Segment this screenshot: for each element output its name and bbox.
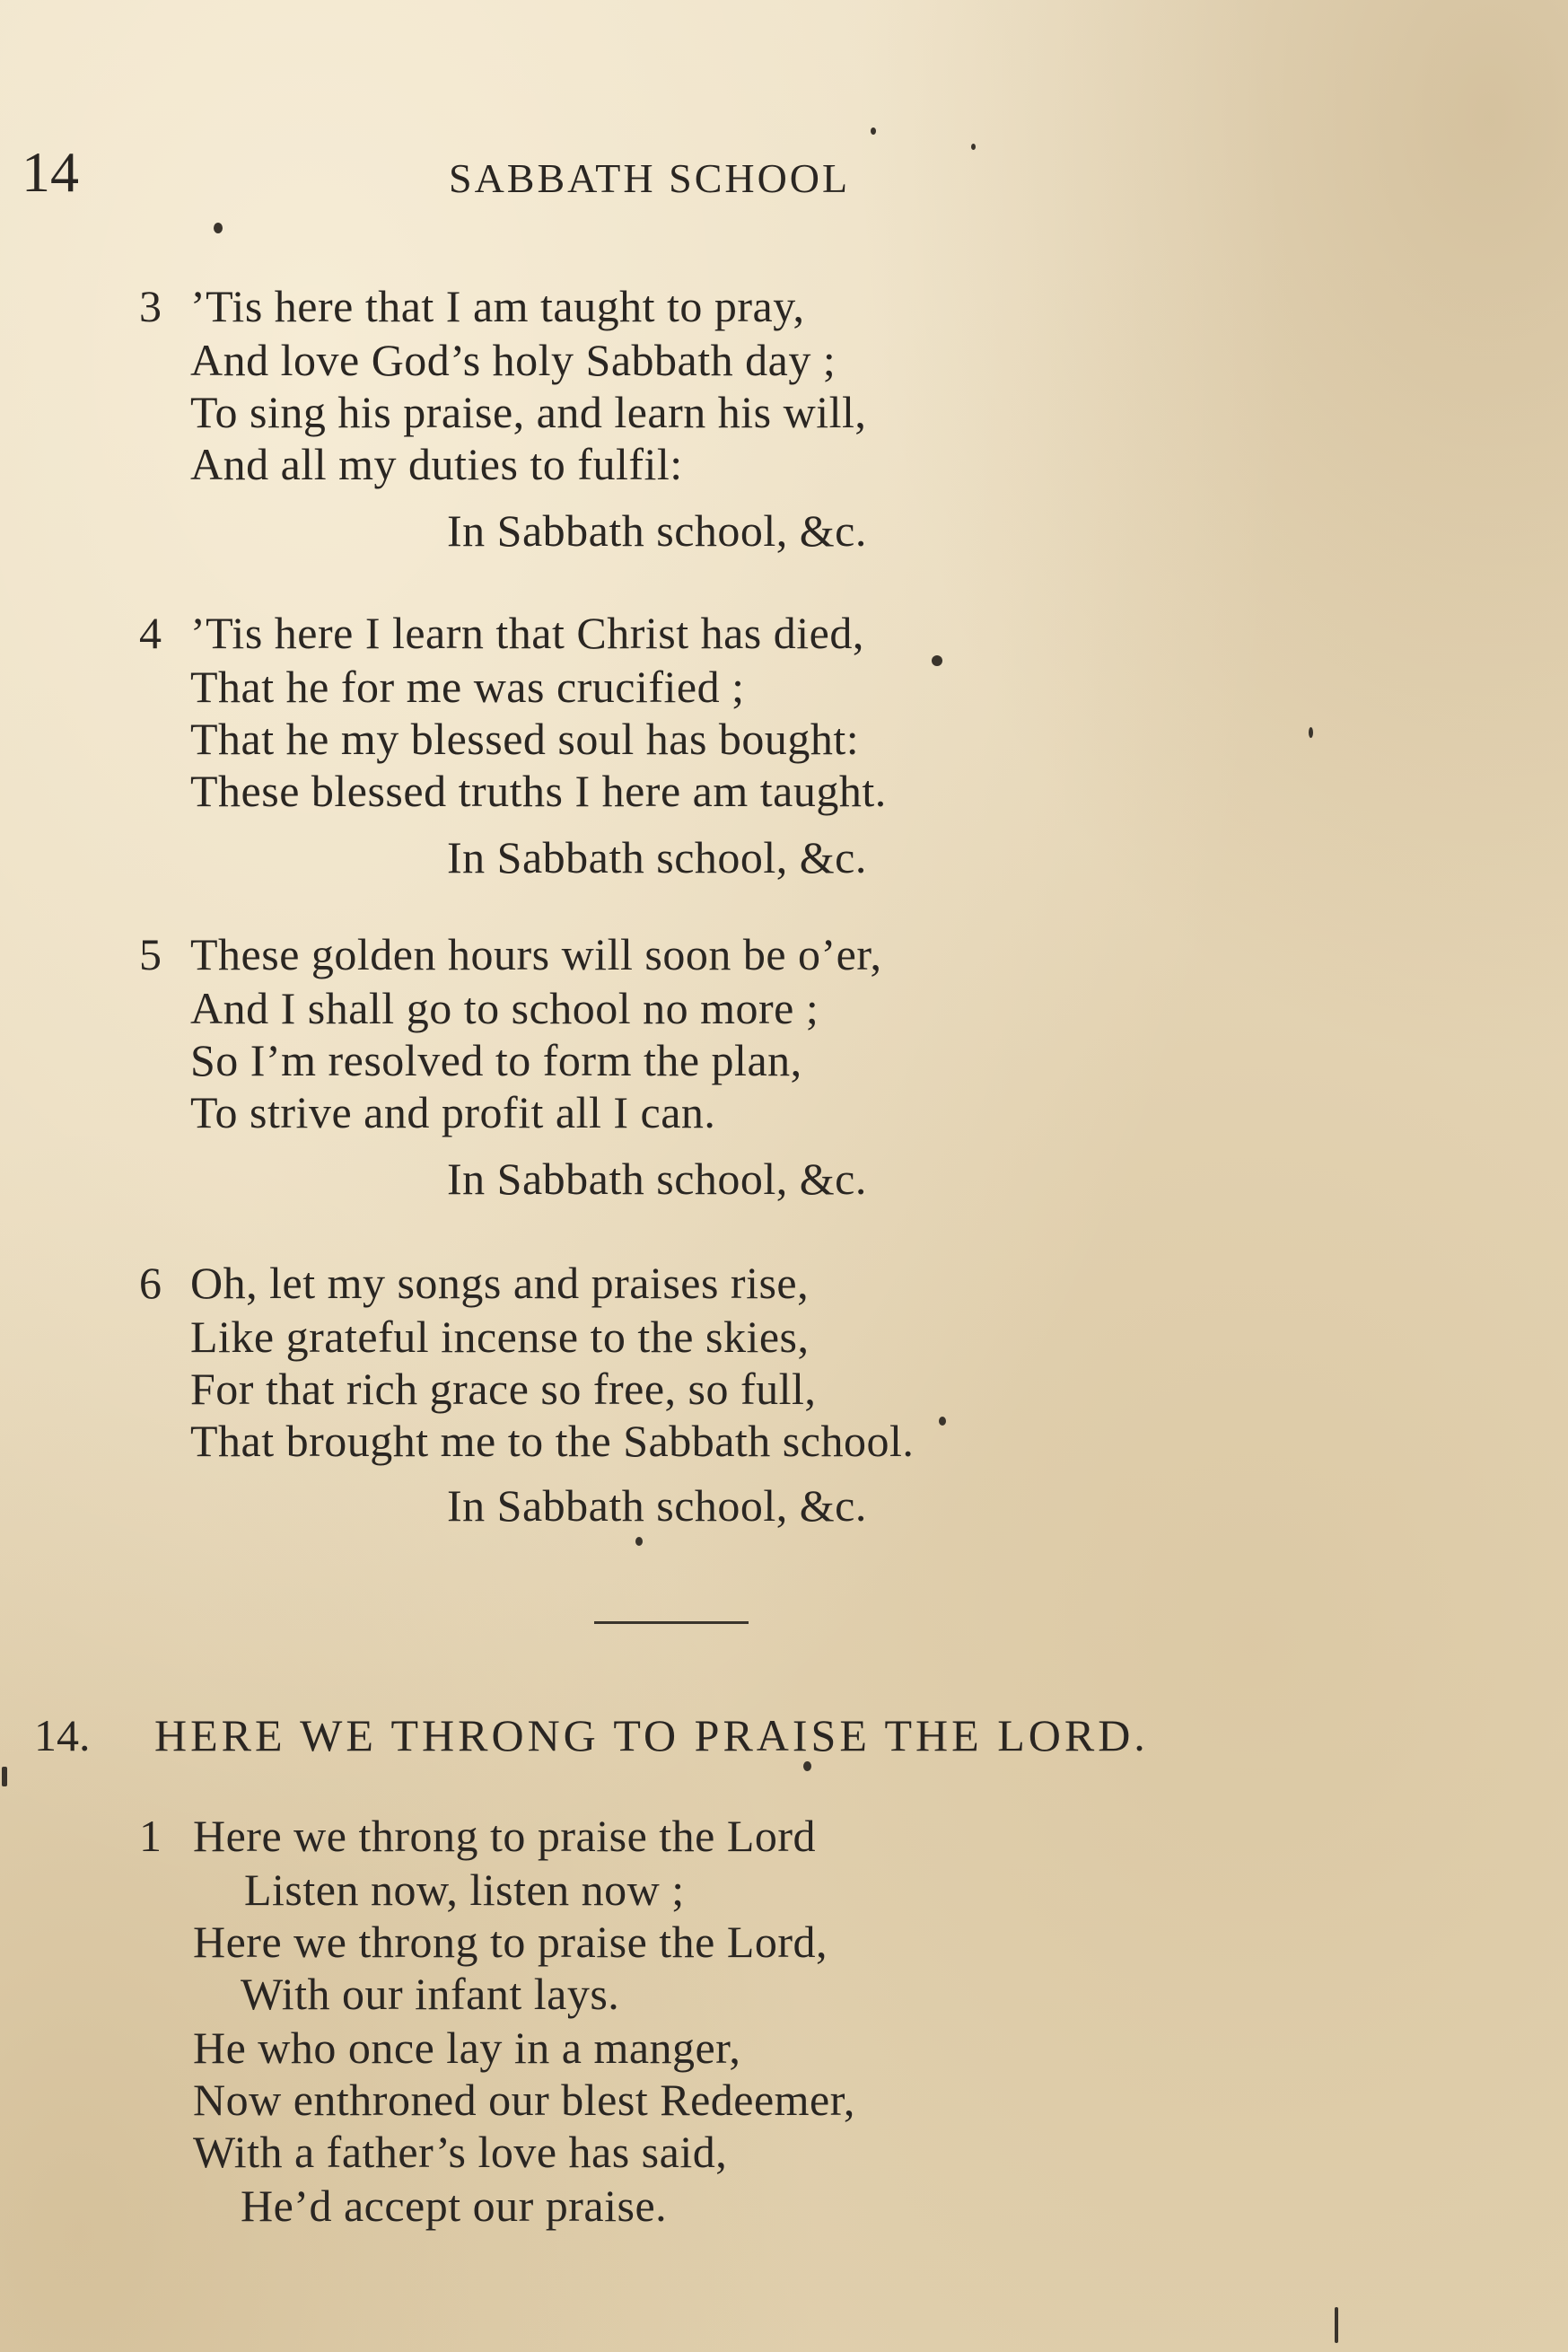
verse-line: These blessed truths I here am taught. bbox=[190, 766, 887, 816]
hymn-number: 14. bbox=[34, 1710, 91, 1760]
verse-line: And I shall go to school no more ; bbox=[190, 983, 819, 1033]
verse-line: For that rich grace so free, so full, bbox=[190, 1364, 817, 1414]
verse-line: ’Tis here I learn that Christ has died, bbox=[190, 608, 864, 658]
paper-speck bbox=[1335, 2307, 1338, 2343]
verse-line: He who once lay in a manger, bbox=[193, 2023, 741, 2073]
verse-line: To strive and profit all I can. bbox=[190, 1087, 716, 1137]
paper-speck bbox=[803, 1761, 811, 1771]
hymn-title: HERE WE THRONG TO PRAISE THE LORD. bbox=[154, 1710, 1149, 1760]
stanza-number: 4 bbox=[139, 608, 162, 658]
verse-line: These golden hours will soon be o’er, bbox=[190, 929, 882, 979]
verse-line: Here we throng to praise the Lord bbox=[193, 1811, 817, 1861]
verse-line: He’d accept our praise. bbox=[241, 2181, 668, 2231]
paper-speck bbox=[871, 127, 876, 135]
verse-line: That he my blessed soul has bought: bbox=[190, 714, 860, 764]
paper-speck bbox=[1309, 727, 1313, 738]
verse-line: And love God’s holy Sabbath day ; bbox=[190, 335, 837, 385]
running-head: SABBATH SCHOOL bbox=[449, 155, 851, 201]
verse-line: Like grateful incense to the skies, bbox=[190, 1312, 810, 1362]
verse-line: With a father’s love has said, bbox=[193, 2127, 728, 2177]
verse-line: With our infant lays. bbox=[241, 1969, 620, 2019]
page-number: 14 bbox=[22, 140, 79, 204]
section-divider bbox=[594, 1621, 749, 1624]
paper-speck bbox=[932, 655, 942, 666]
verse-line: To sing his praise, and learn his will, bbox=[190, 387, 867, 437]
verse-line: ’Tis here that I am taught to pray, bbox=[190, 281, 805, 331]
verse-line: Now enthroned our blest Redeemer, bbox=[193, 2075, 855, 2125]
stanza-number: 6 bbox=[139, 1258, 162, 1308]
verse-line: That brought me to the Sabbath school. bbox=[190, 1416, 915, 1466]
verse-line: Oh, let my songs and praises rise, bbox=[190, 1258, 810, 1308]
verse-line: Here we throng to praise the Lord, bbox=[193, 1917, 828, 1967]
verse-line: So I’m resolved to form the plan, bbox=[190, 1035, 802, 1085]
paper-speck bbox=[939, 1417, 946, 1426]
stanza-number: 1 bbox=[139, 1811, 162, 1861]
refrain-line: In Sabbath school, &c. bbox=[447, 1480, 867, 1531]
verse-line: Listen now, listen now ; bbox=[244, 1865, 685, 1915]
refrain-line: In Sabbath school, &c. bbox=[447, 832, 867, 882]
verse-line: And all my duties to fulfil: bbox=[190, 439, 683, 489]
paper-speck bbox=[214, 223, 223, 233]
refrain-line: In Sabbath school, &c. bbox=[447, 505, 867, 556]
paper-speck bbox=[635, 1537, 643, 1546]
paper-speck bbox=[971, 144, 976, 150]
verse-line: That he for me was crucified ; bbox=[190, 662, 745, 712]
stanza-number: 5 bbox=[139, 929, 162, 979]
paper-speck bbox=[2, 1767, 7, 1786]
stanza-number: 3 bbox=[139, 281, 162, 331]
refrain-line: In Sabbath school, &c. bbox=[447, 1154, 867, 1204]
